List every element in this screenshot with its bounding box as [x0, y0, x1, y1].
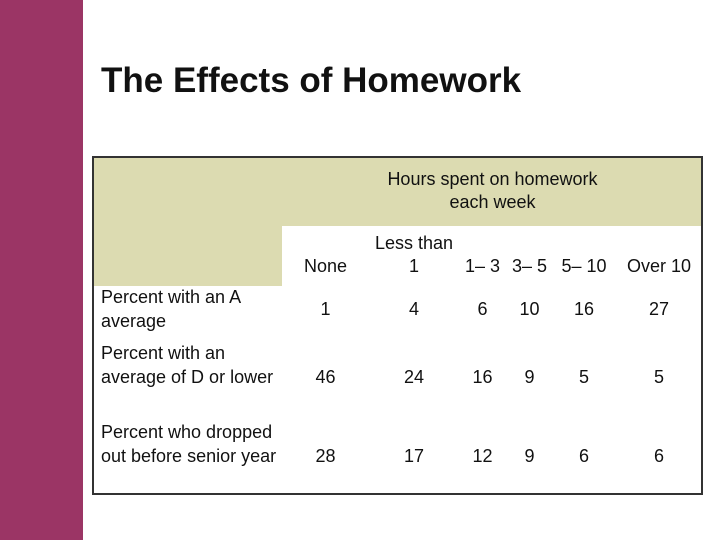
table-cell: 5 [653, 367, 664, 387]
col-header-none: None [303, 256, 348, 276]
table-corner-header [92, 156, 282, 286]
col-header-less-than-1: Less than 1 [374, 233, 454, 276]
slide-title: The Effects of Homework [101, 61, 522, 100]
table-cell: 12 [472, 446, 493, 466]
table-cell: 17 [403, 446, 425, 466]
table-cell: 6 [653, 446, 664, 466]
row-label-d-or-lower: Percent with an average of D or lower [101, 343, 274, 387]
col-header-1-3: 1– 3 [464, 256, 501, 276]
table-cell: 6 [477, 299, 488, 319]
table-cell: 5 [578, 367, 589, 387]
homework-table [92, 156, 703, 495]
table-cell: 16 [472, 367, 493, 387]
row-label-dropped-out: Percent who dropped out before senior year [101, 422, 277, 466]
col-header-5-10: 5– 10 [561, 256, 607, 276]
group-header [282, 156, 703, 226]
table-cell: 9 [524, 446, 535, 466]
table-cell: 4 [408, 299, 419, 319]
table-cell: 9 [524, 367, 535, 387]
table-cell: 28 [315, 446, 336, 466]
slide-sidebar-band [0, 0, 83, 540]
col-header-over-10: Over 10 [626, 256, 692, 276]
table-cell: 1 [320, 299, 331, 319]
group-header-label: Hours spent on homework each week [387, 169, 598, 212]
col-header-3-5: 3– 5 [511, 256, 548, 276]
row-label-a-average: Percent with an A average [101, 287, 241, 331]
table-cell: 27 [648, 299, 670, 319]
table-cell: 16 [573, 299, 595, 319]
table-cell: 10 [519, 299, 540, 319]
table-cell: 24 [403, 367, 425, 387]
table-cell: 46 [315, 367, 336, 387]
table-cell: 6 [578, 446, 589, 466]
